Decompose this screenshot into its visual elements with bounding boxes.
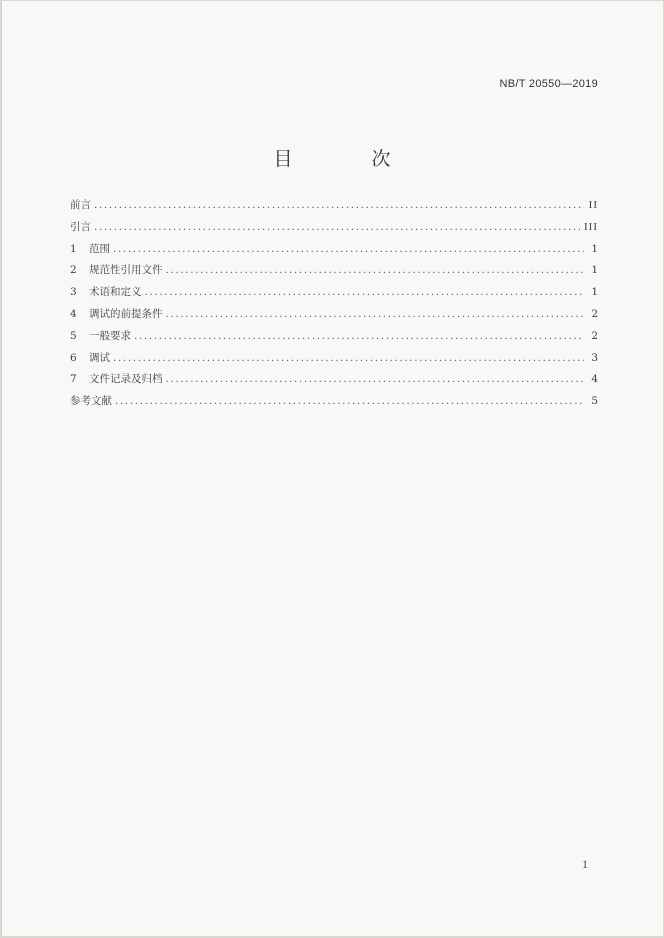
toc-entry-page: II bbox=[588, 199, 598, 211]
toc-entry-number: 4 bbox=[70, 307, 77, 320]
toc-entry-page: 4 bbox=[591, 373, 598, 386]
toc-dot-leader bbox=[166, 308, 585, 320]
toc-entry[interactable] bbox=[70, 262, 598, 284]
toc-entry-label: 引言 bbox=[70, 220, 91, 233]
toc-entry[interactable] bbox=[70, 241, 598, 263]
toc-entry[interactable] bbox=[70, 350, 598, 372]
toc-entry-page: 1 bbox=[591, 264, 598, 277]
toc-entry-label: 参考文献 bbox=[70, 395, 112, 408]
toc-entry-label: 一般要求 bbox=[89, 329, 131, 342]
table-of-contents bbox=[70, 197, 598, 415]
toc-entry-page: 5 bbox=[591, 395, 598, 408]
toc-dot-leader bbox=[166, 264, 585, 276]
toc-entry-label: 术语和定义 bbox=[89, 286, 142, 299]
toc-entry-page: 1 bbox=[591, 286, 598, 299]
toc-entry-label: 规范性引用文件 bbox=[89, 264, 163, 277]
toc-dot-leader bbox=[134, 330, 584, 342]
toc-entry-label: 前言 bbox=[70, 199, 91, 211]
toc-dot-leader bbox=[145, 286, 585, 298]
toc-entry-number: 1 bbox=[70, 242, 77, 255]
toc-entry-label: 调试的前提条件 bbox=[89, 307, 163, 320]
toc-entry[interactable] bbox=[70, 197, 598, 219]
page-number: 1 bbox=[582, 857, 588, 871]
document-code: NB/T 20550—2019 bbox=[499, 78, 598, 90]
toc-entry-number: 7 bbox=[70, 373, 77, 386]
toc-dot-leader bbox=[113, 352, 584, 364]
toc-entry-label: 调试 bbox=[89, 351, 110, 364]
toc-dot-leader bbox=[94, 221, 580, 233]
toc-entry-label: 范围 bbox=[89, 242, 110, 255]
toc-entry-page: 1 bbox=[591, 242, 598, 255]
toc-entry[interactable] bbox=[70, 328, 598, 350]
toc-dot-leader bbox=[113, 243, 584, 255]
toc-entry-page: 3 bbox=[591, 351, 598, 364]
toc-entry[interactable] bbox=[70, 393, 598, 415]
toc-entry-number: 3 bbox=[70, 286, 77, 299]
toc-entry-label: 文件记录及归档 bbox=[89, 373, 163, 386]
toc-entry-page: 2 bbox=[591, 307, 598, 320]
toc-dot-leader bbox=[166, 373, 585, 385]
toc-entry-page: III bbox=[584, 220, 598, 233]
toc-entry[interactable] bbox=[70, 284, 598, 306]
toc-entry-number: 6 bbox=[70, 351, 77, 364]
toc-dot-leader bbox=[94, 199, 584, 211]
toc-entry[interactable] bbox=[70, 219, 598, 241]
toc-title: 目 次 bbox=[273, 148, 421, 170]
toc-entry-number: 2 bbox=[70, 264, 77, 277]
toc-entry[interactable] bbox=[70, 306, 598, 328]
toc-entry-page: 2 bbox=[591, 329, 598, 342]
toc-entry[interactable] bbox=[70, 371, 598, 393]
toc-entry-number: 5 bbox=[70, 329, 77, 342]
toc-dot-leader bbox=[115, 395, 584, 407]
